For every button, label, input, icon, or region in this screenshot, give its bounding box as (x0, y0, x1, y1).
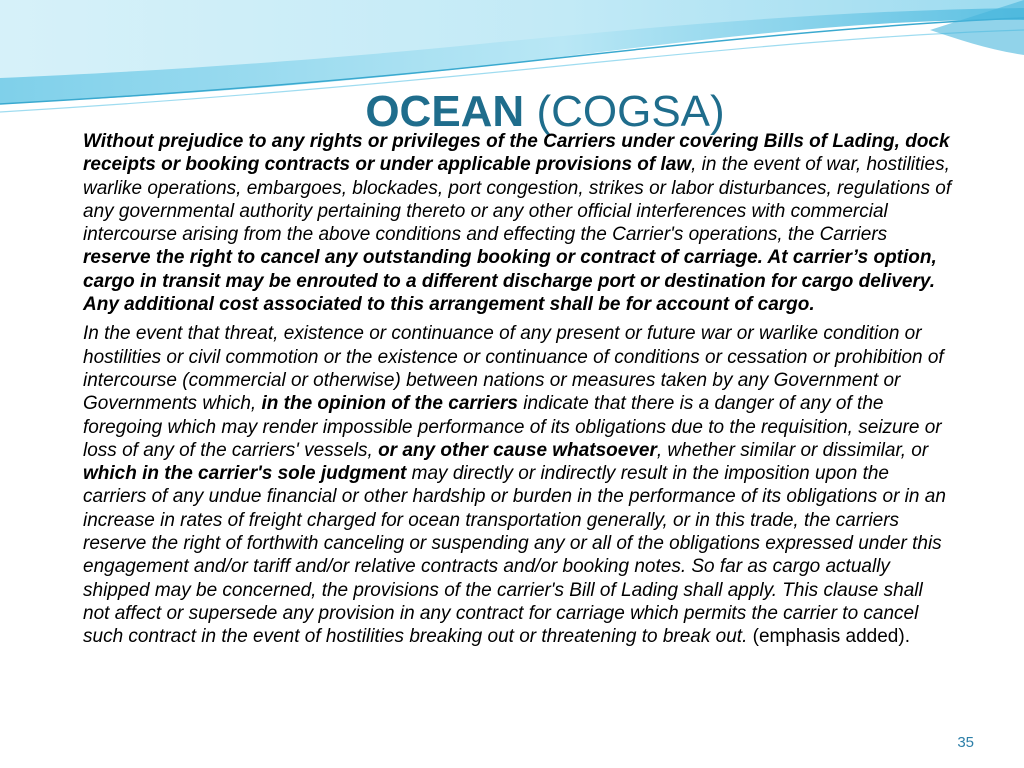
emphasis-note: (emphasis added). (747, 626, 910, 648)
para2-text-4: may directly or indirectly result in the imposition upon the carriers of any undue financial or other hardship or burden in the performance of its obligations or in an increase in rates of freight charged for ocean transportation generally, or in this trade, the carriers reserve the right of forthwith canceling or suspending any or all of the obligations expressed under this engagement and/or tariff and/or relative contracts and/or booking notes. So far as cargo actually shipped may be concerned, the provisions of the carrier's Bill of Lading shall apply. This clause shall not affect or supersede any provision in any contract for carriage which permits the carrier to cancel such contract in the event of hostilities breaking out or threatening to break out. (83, 463, 946, 648)
para2-bold-1: in the opinion of the carriers (261, 393, 518, 415)
para2-text-2: indicate that there is a danger of any of the foregoing which may render impossible performance of its obligations due to the requisition, seizure or loss of any of the carriers' vessels, (83, 393, 942, 461)
title-rest: (COGSA) (524, 87, 725, 136)
page-number: 35 (957, 734, 974, 751)
para2-bold-3: which in the carrier's sole judgment (83, 463, 407, 485)
title-bold: OCEAN (365, 87, 525, 136)
paragraph-2 (83, 322, 953, 648)
para2-text-3: , whether similar or dissimilar, or (656, 439, 929, 461)
para2-bold-2: or any other cause whatsoever (378, 439, 657, 461)
para1-text-1: , in the event of war, hostilities, warlike operations, embargoes, blockades, port congestion, strikes or labor disturbances, regulations of any governmental authority pertaining thereto or any other official interferences with commercial intercourse arising from the above conditions and effecting the Carrier's operations, the Carriers (83, 154, 952, 246)
slide-body (83, 130, 953, 655)
para1-bold-2: reserve the right to cancel any outstanding booking or contract of carriage. At carrier’s option, cargo in transit may be enrouted to a different discharge port or destination for cargo delivery. Any additional cost associated to this arrangement shall be for account of cargo. (83, 247, 937, 316)
paragraph-1 (83, 130, 953, 316)
para1-bold-1: Without prejudice to any rights or privileges of the Carriers under covering Bills of Lading, dock receipts or booking contracts or under applicable provisions of law (83, 131, 950, 176)
para2-text-1: In the event that threat, existence or continuance of any present or future war or warlike condition or hostilities or civil commotion or the existence or continuance of conditions or cessation or prohibition of intercourse (commercial or otherwise) between nations or measures taken by any Government or Governments which, (83, 323, 944, 415)
